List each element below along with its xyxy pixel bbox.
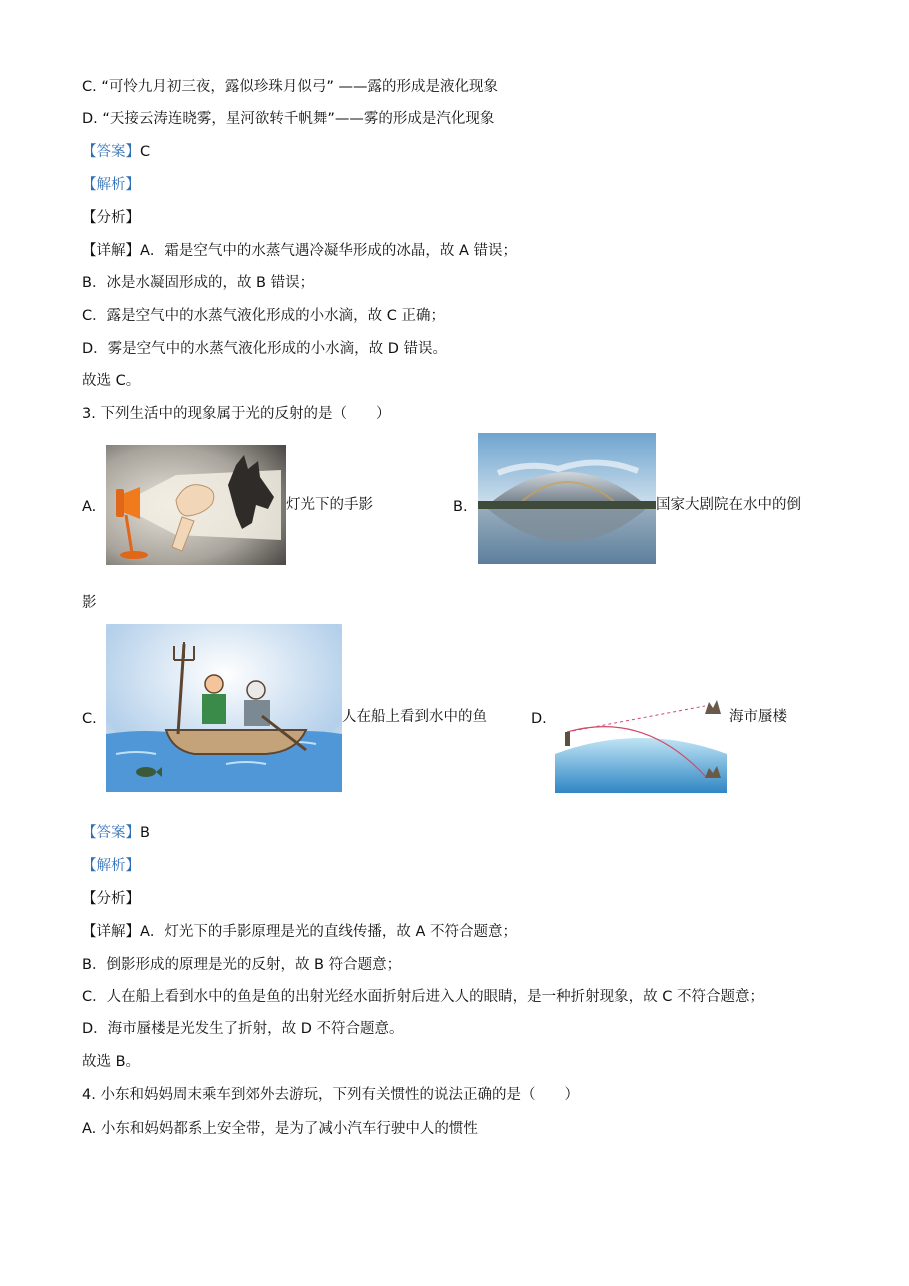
boat-fish-image — [106, 624, 342, 792]
q2-detail-c: C．露是空气中的水蒸气液化形成的小水滴，故 C 正确； — [82, 308, 445, 324]
detail-tag: 【详解】 — [82, 243, 140, 259]
q2-answer — [82, 142, 150, 162]
q4-option-a: A. 小东和妈妈都系上安全带，是为了减小汽车行驶中人的惯性 — [82, 1121, 478, 1137]
q2-fenxi: 【分析】 — [82, 210, 140, 226]
q3-stem: 3. 下列生活中的现象属于光的反射的是（ ） — [82, 406, 391, 422]
detail-text: A．霜是空气中的水蒸气遇冷凝华形成的冰晶，故 A 错误； — [140, 243, 518, 259]
q3-option-a-text: 灯光下的手影 — [286, 497, 373, 513]
q3-fenxi: 【分析】 — [82, 891, 140, 907]
detail-tag: 【详解】 — [82, 924, 140, 940]
q3-detail-a — [82, 922, 517, 942]
q3-option-d-letter: D. — [531, 711, 547, 727]
detail-text: A．灯光下的手影原理是光的直线传播，故 A 不符合题意； — [140, 924, 518, 940]
q3-detail-d: D．海市蜃楼是光发生了折射，故 D 不符合题意。 — [82, 1021, 404, 1037]
answer-value: B — [140, 825, 150, 841]
q3-option-c-letter: C. — [82, 711, 97, 727]
q3-answer — [82, 823, 150, 843]
q3-detail-b: B．倒影形成的原理是光的反射，故 B 符合题意； — [82, 957, 402, 973]
q4-stem: 4. 小东和妈妈周末乘车到郊外去游玩，下列有关惯性的说法正确的是（ ） — [82, 1087, 579, 1103]
q3-option-b-letter: B. — [453, 499, 468, 515]
mirage-image — [555, 692, 727, 793]
q3-option-c-text: 人在船上看到水中的鱼 — [342, 709, 487, 725]
answer-tag: 【答案】 — [82, 825, 140, 841]
q3-option-d-text: 海市蜃楼 — [729, 709, 787, 725]
q2-analysis-tag: 【解析】 — [82, 177, 140, 193]
answer-value: C — [140, 144, 151, 160]
grand-theatre-reflection-image — [478, 433, 656, 564]
q2-option-d: D. “天接云涛连晓雾，星河欲转千帆舞”——雾的形成是汽化现象 — [82, 111, 495, 127]
q3-option-a-letter: A. — [82, 499, 97, 515]
q3-analysis-tag: 【解析】 — [82, 858, 140, 874]
q3-option-b-text: 国家大剧院在水中的倒 — [656, 497, 801, 513]
q2-detail-b: B．冰是水凝固形成的，故 B 错误； — [82, 275, 315, 291]
q3-option-b-wrap: 影 — [82, 595, 97, 611]
hand-shadow-image — [106, 445, 286, 565]
q2-option-c: C. “可怜九月初三夜，露似珍珠月似弓” ——露的形成是液化现象 — [82, 79, 498, 95]
q2-conclusion: 故选 C。 — [82, 373, 141, 389]
q2-detail-a — [82, 241, 517, 261]
answer-tag: 【答案】 — [82, 144, 140, 160]
q2-detail-d: D．雾是空气中的水蒸气液化形成的小水滴，故 D 错误。 — [82, 341, 448, 357]
q3-detail-c: C．人在船上看到水中的鱼是鱼的出射光经水面折射后进入人的眼睛，是一种折射现象，故 C 不符合题意； — [82, 989, 764, 1005]
q3-conclusion: 故选 B。 — [82, 1054, 141, 1070]
